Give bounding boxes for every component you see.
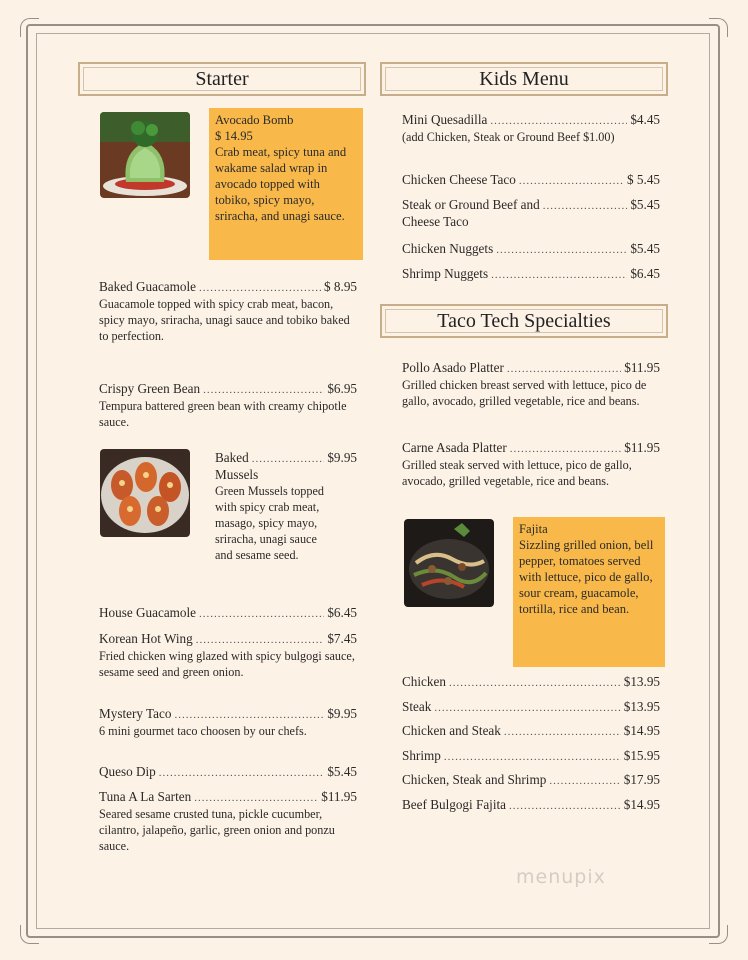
item-desc: 6 mini gourmet taco choosen by our chefs. [99,724,307,738]
item-name-line2: Cheese Taco [402,214,469,229]
item-name: Shrimp Nuggets [402,266,489,281]
starter-heading [78,62,366,96]
item-price: $14.95 [623,796,660,812]
menu-item-chicken-cheese-taco [402,172,660,189]
item-price: $ 5.45 [627,172,660,187]
item-desc: Tempura battered green bean with creamy chipotle sauce. [99,399,347,429]
item-price: $13.95 [623,698,660,714]
fajita-option-row [402,772,660,797]
fajita-option-row [402,723,660,748]
item-price: $4.45 [630,112,660,127]
item-name: Baked [215,450,249,465]
menu-item-shrimp-nuggets [402,266,660,283]
menu-item-house-guacamole [99,605,357,622]
fajita-option-row [402,674,660,699]
item-name: Korean Hot Wing [99,631,193,646]
menu-item-pollo-asado-platter [402,360,660,409]
item-price: $9.95 [327,706,357,721]
item-name: Chicken, Steak and Shrimp [402,772,547,788]
menu-item-queso-dip [99,764,357,781]
item-name: Pollo Asado Platter [402,360,504,375]
item-desc: Green Mussels topped with spicy crab meat, masago, spicy mayo, sriracha, unagi sauce and sesame seed. [215,484,324,562]
item-price: $13.95 [623,674,660,689]
menu-item-chicken-nuggets [402,241,660,258]
item-name: Tuna A La Sarten [99,789,192,804]
kids-menu-heading-text: Kids Menu [479,67,569,90]
item-desc: Grilled steak served with lettuce, pico de gallo, avocado, grilled vegetable, rice and beans. [402,458,632,488]
item-price: $6.45 [630,266,660,281]
item-name: Baked Guacamole [99,279,197,294]
fajita-option-row [402,699,660,724]
menupix-watermark: menupix [516,866,606,888]
fajita-options-list [402,674,660,822]
item-name: Chicken [402,674,446,689]
menu-item-carne-asada-platter [402,440,660,489]
baked-mussels-photo [100,449,190,537]
item-name: Chicken Cheese Taco [402,172,516,187]
item-name: Mystery Taco [99,706,172,721]
item-desc: (add Chicken, Steak or Ground Beef $1.00) [402,130,615,144]
fajita-option-row [402,748,660,773]
item-price: $15.95 [623,747,660,763]
item-price: $14.95 [623,723,660,739]
item-price: $5.45 [327,764,357,779]
fajita-name: Fajita [519,522,548,536]
item-price: $17.95 [623,772,660,788]
item-price: $11.95 [321,789,357,804]
item-name: Carne Asada Platter [402,440,507,455]
item-desc: Guacamole topped with spicy crab meat, bacon, spicy mayo, sriracha, unagi sauce and tobiko baked to perfection. [99,297,350,343]
specialties-heading-text: Taco Tech Specialties [437,309,611,332]
avocado-bomb-photo [100,112,190,198]
item-desc: Grilled chicken breast served with lettuce, pico de gallo, avocado, grilled vegetable, rice and beans. [402,378,647,408]
avocado-bomb-price: $ 14.95 [215,129,253,143]
specialties-heading [380,304,668,338]
item-price: $6.95 [327,381,357,396]
item-price: $ 8.95 [324,279,357,294]
item-price: $11.95 [624,440,660,455]
item-name: Steak or Ground Beef and [402,197,540,212]
fajita-highlight [513,517,665,667]
item-name: House Guacamole [99,605,197,620]
item-price: $5.45 [630,197,660,212]
avocado-bomb-name: Avocado Bomb [215,113,294,127]
fajita-photo [404,519,494,607]
fajita-option-row [402,797,660,822]
item-price: $5.45 [630,241,660,256]
item-price: $11.95 [624,360,660,375]
avocado-bomb-desc: Crab meat, spicy tuna and wakame salad wrap in avocado topped with tobiko, spicy mayo, sriracha, and unagi sauce. [215,145,347,223]
menu-item-mystery-taco [99,706,357,739]
item-name: Chicken Nuggets [402,241,494,256]
item-price: $9.95 [327,450,357,465]
item-name: Chicken and Steak [402,723,501,739]
fajita-desc: Sizzling grilled onion, bell pepper, tomatoes served with lettuce, pico de gallo, sour cream, guacamole, tortilla, rice and bean. [519,538,654,616]
starter-heading-text: Starter [195,67,249,90]
menu-item-baked-guacamole [99,279,357,344]
menu-item-tuna-a-la-sarten [99,789,357,854]
item-name: Steak [402,698,432,714]
item-price: $7.45 [327,631,357,646]
item-desc: Seared sesame crusted tuna, pickle cucumber, cilantro, jalapeño, garlic, green onion and ponzu sauce. [99,807,335,853]
item-price: $6.45 [327,605,357,620]
kids-menu-heading [380,62,668,96]
menu-item-steak-ground-beef-taco [402,197,660,230]
item-name-line2: Mussels [215,467,259,482]
menu-item-baked-mussels [215,450,357,563]
item-name: Beef Bulgogi Fajita [402,796,507,812]
avocado-bomb-highlight [209,108,363,260]
item-name: Mini Quesadilla [402,112,488,127]
item-name: Shrimp [402,747,441,763]
menu-item-korean-hot-wing [99,631,357,680]
item-desc: Fried chicken wing glazed with spicy bulgogi sauce, sesame seed and green onion. [99,649,355,679]
item-name: Crispy Green Bean [99,381,201,396]
item-name: Queso Dip [99,764,156,779]
menu-item-crispy-green-bean [99,381,357,430]
menu-item-mini-quesadilla [402,112,660,145]
